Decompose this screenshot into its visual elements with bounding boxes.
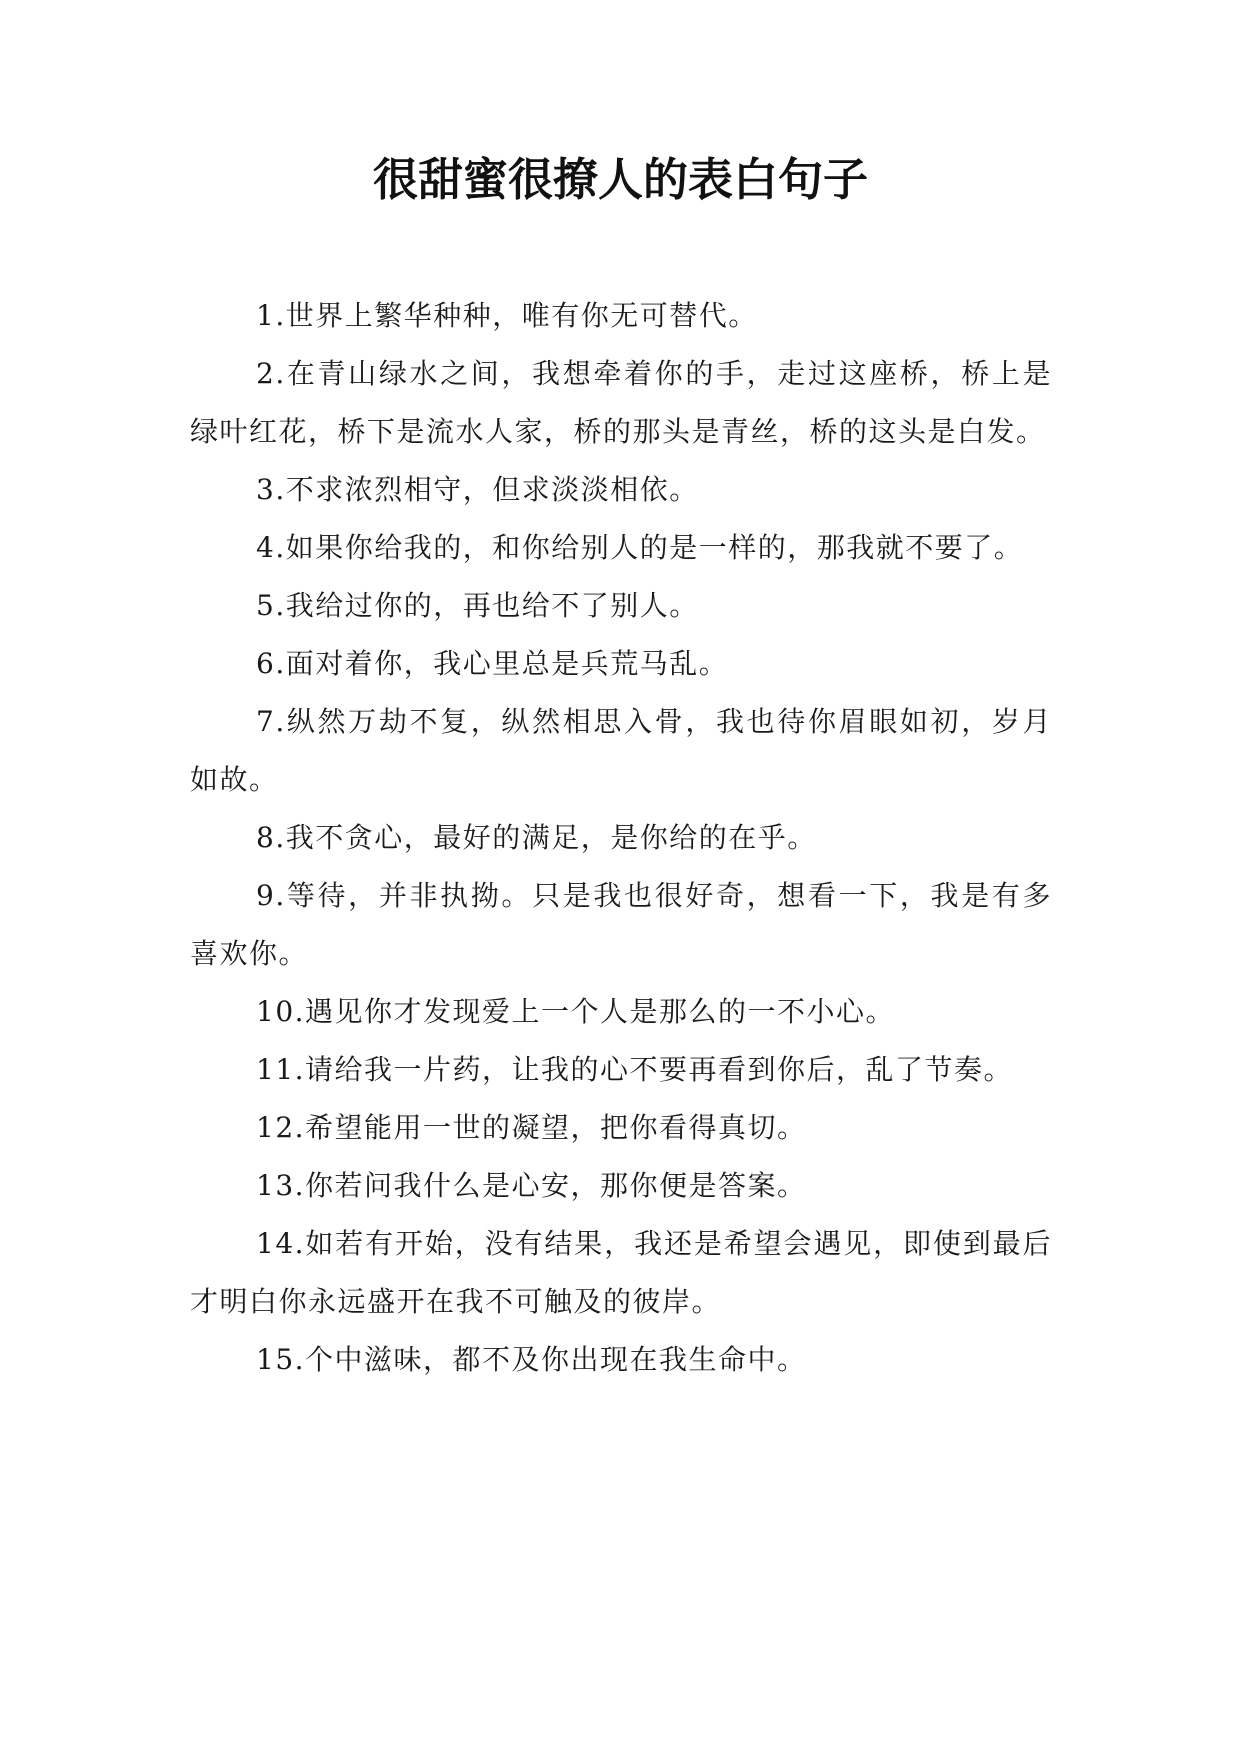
paragraph-10: 10.遇见你才发现爱上一个人是那么的一不小心。 xyxy=(256,995,896,1028)
paragraph-6: 6.面对着你，我心里总是兵荒马乱。 xyxy=(256,647,729,680)
paragraph-14: 14.如若有开始，没有结果，我还是希望会遇见，即使到最后才明白你永远盛开在我不可触及的彼岸。 xyxy=(190,1227,1052,1318)
paragraph-8: 8.我不贪心，最好的满足，是你给的在乎。 xyxy=(256,821,817,854)
paragraph-2: 2.在青山绿水之间，我想牵着你的手，走过这座桥，桥上是绿叶红花，桥下是流水人家，桥的那头是青丝，桥的这头是白发。 xyxy=(190,357,1052,448)
paragraph-13: 13.你若问我什么是心安，那你便是答案。 xyxy=(256,1169,807,1202)
paragraph-3: 3.不求浓烈相守，但求淡淡相依。 xyxy=(256,473,699,506)
paragraph-9: 9.等待，并非执拗。只是我也很好奇，想看一下，我是有多喜欢你。 xyxy=(190,879,1052,970)
paragraph-4: 4.如果你给我的，和你给别人的是一样的，那我就不要了。 xyxy=(256,531,1024,564)
document-body xyxy=(190,287,1052,1389)
paragraph-1: 1.世界上繁华种种，唯有你无可替代。 xyxy=(256,299,758,332)
paragraph-11: 11.请给我一片药，让我的心不要再看到你后，乱了节奏。 xyxy=(256,1053,1014,1086)
paragraph-12: 12.希望能用一世的凝望，把你看得真切。 xyxy=(256,1111,807,1144)
document-title: 很甜蜜很撩人的表白句子 xyxy=(372,153,868,206)
paragraph-7: 7.纵然万劫不复，纵然相思入骨，我也待你眉眼如初，岁月如故。 xyxy=(190,705,1052,796)
paragraph-15: 15.个中滋味，都不及你出现在我生命中。 xyxy=(256,1343,807,1376)
paragraph-5: 5.我给过你的，再也给不了别人。 xyxy=(256,589,699,622)
